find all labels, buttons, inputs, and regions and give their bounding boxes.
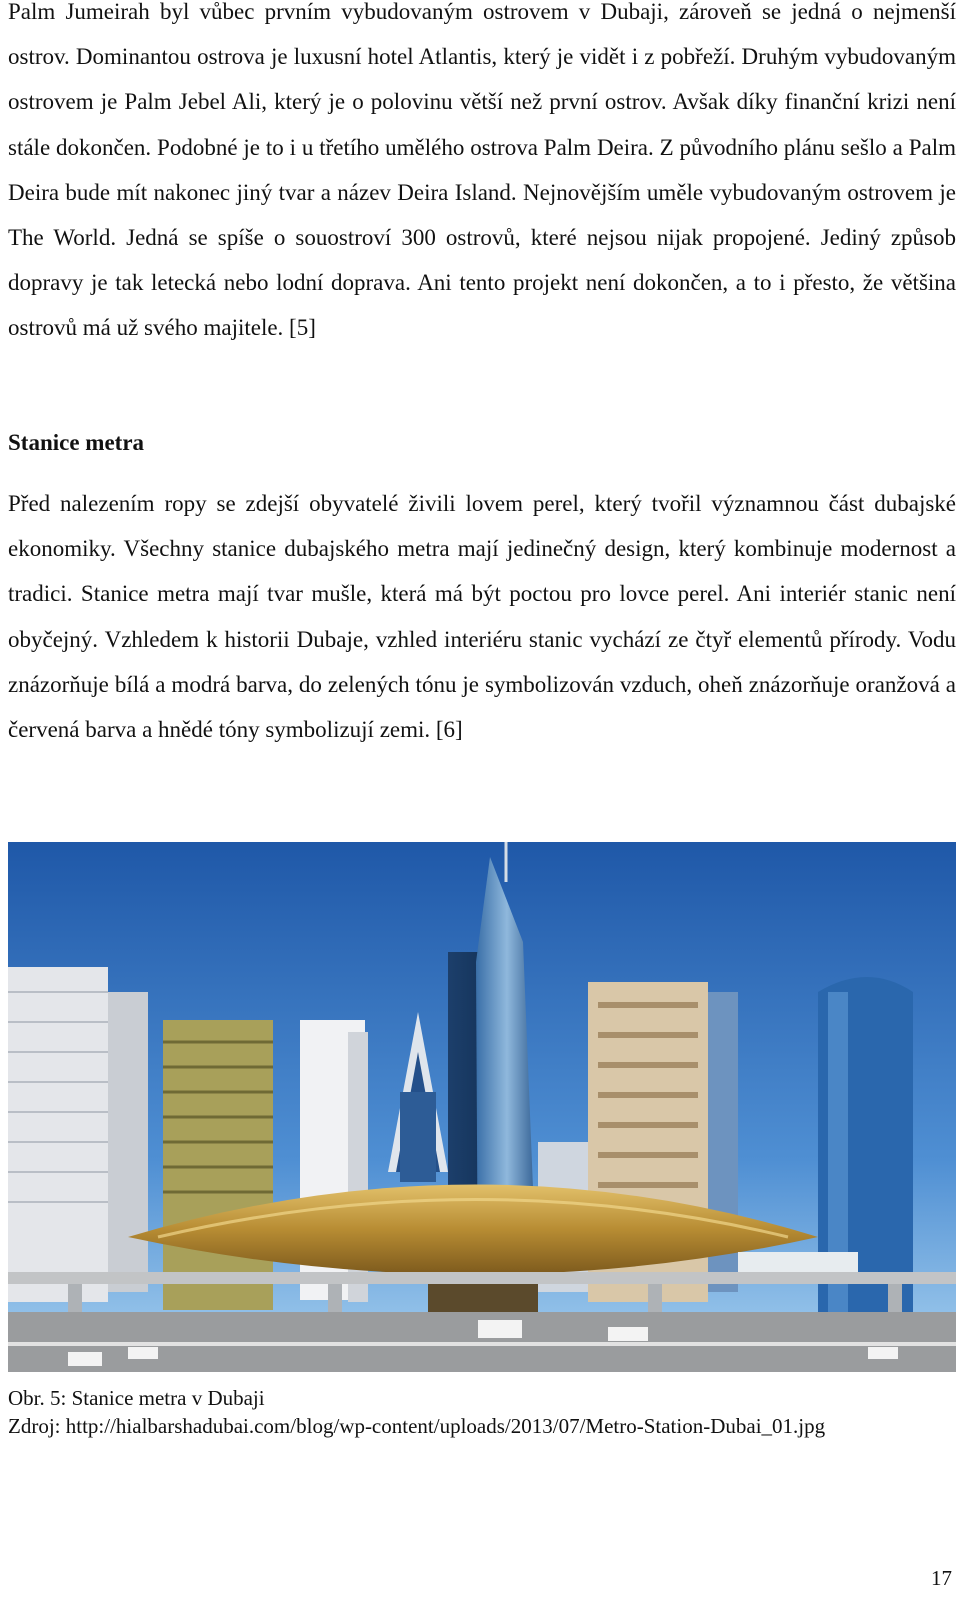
section-heading: Stanice metra <box>8 430 145 455</box>
caption-title: Obr. 5: Stanice metra v Dubaji <box>8 1386 265 1410</box>
page-number: 17 <box>931 1566 952 1590</box>
metro-station-photo <box>8 842 956 1372</box>
caption-source: Zdroj: http://hialbarshadubai.com/blog/wp-content/uploads/2013/07/Metro-Station-Dubai_01.jpg <box>8 1414 826 1438</box>
figure-caption <box>8 1384 956 1440</box>
paragraph-islands: Palm Jumeirah byl vůbec prvním vybudovaným ostrovem v Dubaji, zároveň se jedná o nejmenší ostrov. Dominantou ostrova je luxusní hotel Atlantis, který je vidět i z pobřeží. Druhým vybudovaným ostrovem je Palm Jebel Ali, který je o polovinu větší než první ostrov. Avšak díky finanční krizi není stále dokončen. Podobné je to i u třetího umělého ostrova Palm Deira. Z původního plánu sešlo a Palm Deira bude mít nakonec jiný tvar a název Deira Island. Nejnovějším uměle vybudovaným ostrovem je The World. Jedná se spíše o souostroví 300 ostrovů, které nejsou nijak propojené. Jediný způsob dopravy je tak letecká nebo lodní doprava. Ani tento projekt není dokončen, a to i přesto, že většina ostrovů má už svého majitele. [5] <box>8 0 956 341</box>
paragraph-metro: Před nalezením ropy se zdejší obyvatelé živili lovem perel, který tvořil významnou část dubajské ekonomiky. Všechny stanice dubajského metra mají jedinečný design, který kombinuje modernost a tradici. Stanice metra mají tvar mušle, která má být poctou pro lovce perel. Ani interiér stanic není obyčejný. Vzhledem k historii Dubaje, vzhled interiéru stanic vychází ze čtyř elementů přírody. Vodu znázorňuje bílá a modrá barva, do zelených tónu je symbolizován vzduch, oheň znázorňuje oranžová a červená barva a hnědé tóny symbolizují zemi. [6] <box>8 491 956 743</box>
